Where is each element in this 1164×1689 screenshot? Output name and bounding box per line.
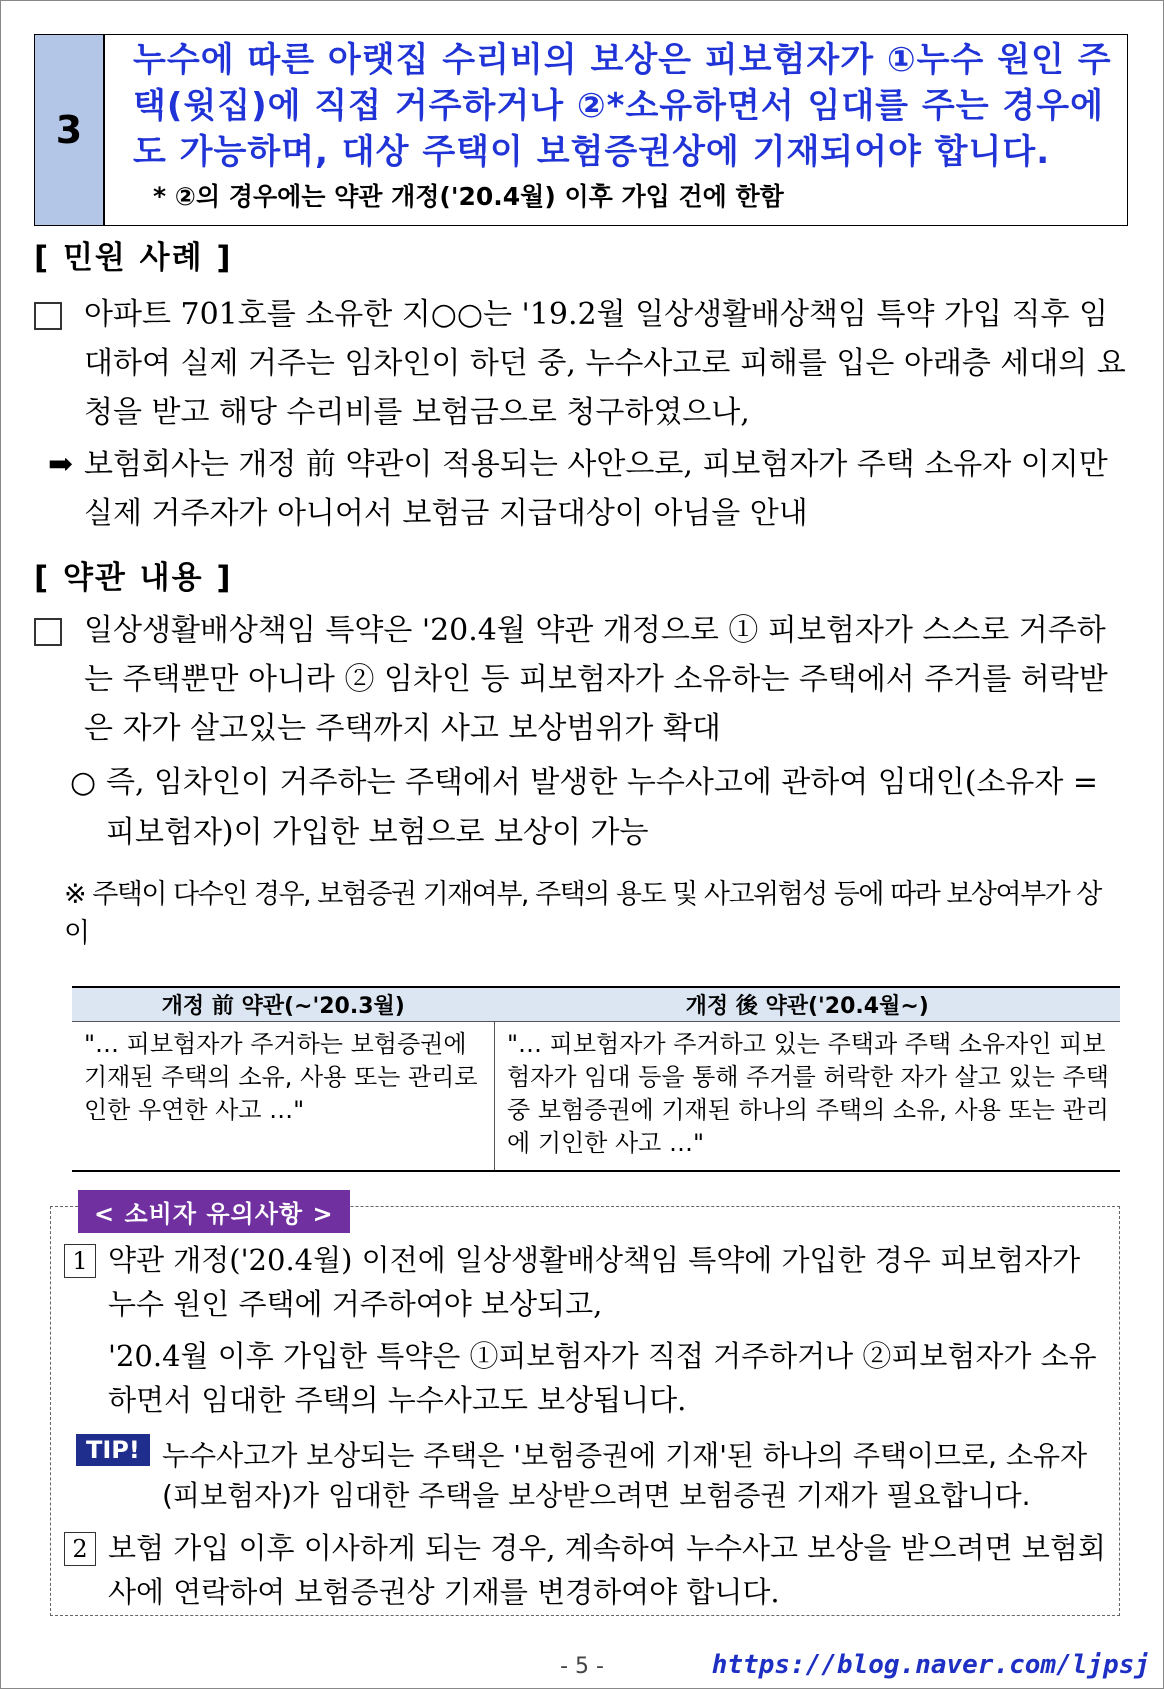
terms-section-title: [ 약관 내용 ] <box>34 560 233 596</box>
terms-paragraph <box>34 606 1126 753</box>
key-message-footnote: * ②의 경우에는 약관 개정('20.4월) 이후 가입 건에 한함 <box>153 182 784 211</box>
checkbox-bullet-icon <box>34 302 62 330</box>
terms-sub-point-text: 즉, 임차인이 거주하는 주택에서 발생한 누수사고에 관하여 임대인(소유자 = 피보험자)이 가입한 보험으로 보상이 가능 <box>106 765 1099 850</box>
case-paragraph-text: 아파트 701호를 소유한 지○○는 '19.2월 일상생활배상책임 특약 가입 직후 임대하여 실제 거주는 임차인이 하던 중, 누수사고로 피해를 입은 아래층 세대의 요청을 받고 해당 수리비를 보험금으로 청구하였으나, <box>84 297 1126 430</box>
case-result-text: 보험회사는 개정 前 약관이 적용되는 사안으로, 피보험자가 주택 소유자 이지만 실제 거주자가 아니어서 보험금 지급대상이 아님을 안내 <box>84 447 1108 531</box>
arrow-right-icon: ➡ <box>48 447 74 482</box>
consumer-note-2: 보험 가입 이후 이사하게 되는 경우, 계속하여 누수사고 보상을 받으려면 보험회사에 연락하여 보험증권상 기재를 변경하여야 합니다. <box>108 1531 1106 1609</box>
item-number-2: 2 <box>64 1532 96 1566</box>
key-message-box <box>34 34 1128 226</box>
circle-bullet-icon: ○ <box>70 765 97 800</box>
consumer-note-1a: 약관 개정('20.4월) 이전에 일상생활배상책임 특약에 가입한 경우 피보험자가 누수 원인 주택에 거주하여야 보상되고, <box>108 1243 1081 1321</box>
item-number-1: 1 <box>64 1244 96 1278</box>
tip-text: 누수사고가 보상되는 주택은 '보험증권에 기재'된 하나의 주택이므로, 소유자(피보험자)가 임대한 주택을 보상받으려면 보험증권 기재가 필요합니다. <box>162 1439 1088 1512</box>
case-result <box>34 440 1126 538</box>
terms-sub-point <box>60 758 1126 858</box>
section-number: 3 <box>35 35 105 225</box>
terms-note: ※ 주택이 다수인 경우, 보험증권 기재여부, 주택의 용도 및 사고위험성 등에 따라 보상여부가 상이 <box>64 879 1101 949</box>
checkbox-bullet-icon <box>34 618 62 646</box>
comparison-table <box>72 986 1120 1172</box>
key-message-text <box>105 35 1127 225</box>
blog-url-watermark: https://blog.naver.com/ljpsj <box>711 1650 1150 1680</box>
table-header-after: 개정 後 약관('20.4월~) <box>495 987 1121 1022</box>
page-number: - 5 - <box>560 1654 604 1679</box>
consumer-notes-title: < 소비자 유의사항 > <box>78 1190 350 1233</box>
table-cell-before: "… 피보험자가 주거하는 보험증권에 기재된 주택의 소유, 사용 또는 관리로 인한 우연한 사고 …" <box>72 1022 495 1172</box>
table-header-before: 개정 前 약관(~'20.3월) <box>72 987 495 1022</box>
terms-paragraph-text: 일상생활배상책임 특약은 '20.4월 약관 개정으로 ① 피보험자가 스스로 거주하는 주택뿐만 아니라 ② 임차인 등 피보험자가 소유하는 주택에서 주거를 허락받은 자가 살고있는 주택까지 사고 보상범위가 확대 <box>84 613 1108 746</box>
case-section-title: [ 민원 사례 ] <box>34 240 233 276</box>
key-message-main: 누수에 따른 아랫집 수리비의 보상은 피보험자가 ①누수 원인 주택(윗집)에 직접 거주하거나 ②*소유하면서 임대를 주는 경우에도 가능하며, 대상 주택이 보험증권상에 기재되어야 합니다. <box>133 40 1112 172</box>
tip-badge: TIP! <box>76 1434 150 1466</box>
case-paragraph <box>34 290 1126 437</box>
table-cell-after: "… 피보험자가 주거하고 있는 주택과 주택 소유자인 피보험자가 임대 등을 통해 주거를 허락한 자가 살고 있는 주택 중 보험증권에 기재된 하나의 주택의 소유, 사용 또는 관리에 기인한 사고 …" <box>495 1022 1121 1172</box>
consumer-note-1b: '20.4월 이후 가입한 특약은 ①피보험자가 직접 거주하거나 ②피보험자가 소유하면서 임대한 주택의 누수사고도 보상됩니다. <box>108 1339 1097 1417</box>
